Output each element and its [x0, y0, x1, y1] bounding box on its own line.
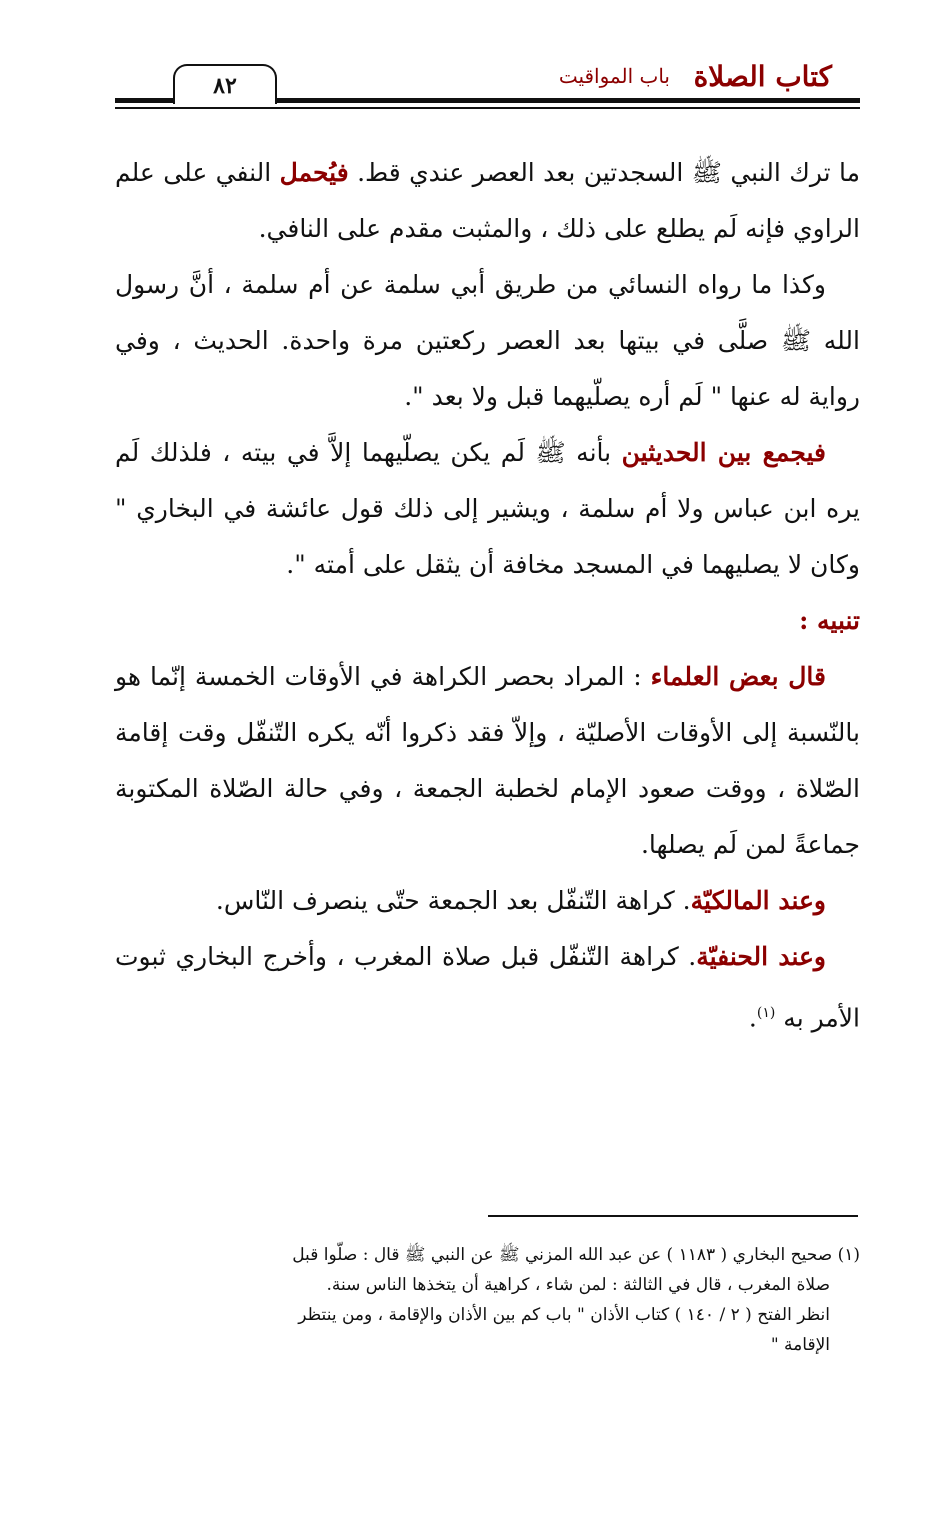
- chapter-title: باب المواقيت: [558, 64, 670, 88]
- footnote-line: (١) صحيح البخاري ( ١١٨٣ ) عن عبد الله المزني ﷺ عن النبي ﷺ قال : صلّوا قبل: [292, 1245, 860, 1265]
- paragraph-3: فيجمع بين الحديثين بأنه ﷺ لَم يكن يصلّيهما إلاَّ في بيته ، فلذلك لَم يره ابن عباس ولا أم سلمة ، ويشير إلى ذلك قول عائشة في البخاري " وكان لا يصليهما في المسجد مخافة أن يثقل على أمته ".: [115, 438, 860, 579]
- highlight-hanafiyya: وعند الحنفيّة: [696, 942, 827, 971]
- paragraph-4: قال بعض العلماء : المراد بحصر الكراهة في الأوقات الخمسة إنّما هو بالنّسبة إلى الأوقات الأصليّة ، وإلاّ فقد ذكروا أنّه يكره التّنفّل وقت إقامة الصّلاة ، ووقت صعود الإمام لخطبة الجمعة ، وفي حالة الصّلاة المكتوبة جماعةً لمن لَم يصلها.: [115, 662, 860, 859]
- footnote-line: انظر الفتح ( ٢ / ١٤٠ ) كتاب الأذان " باب كم بين الأذان والإقامة ، ومن ينتظر: [298, 1305, 830, 1325]
- highlight-yuhmal: فيُحمل: [279, 158, 349, 187]
- paragraph-5: وعند المالكيّة. كراهة التّنفّل بعد الجمعة حتّى ينصرف النّاس.: [215, 886, 826, 915]
- highlight-malikiyya: وعند المالكيّة: [690, 886, 826, 915]
- section-heading: تنبيه :: [799, 606, 860, 635]
- book-title: كتاب الصلاة: [693, 60, 832, 93]
- footnotes: [115, 1240, 860, 1360]
- paragraph-2: وكذا ما رواه النسائي من طريق أبي سلمة عن أم سلمة ، أنَّ رسول الله ﷺ صلَّى في بيتها بعد العصر ركعتين مرة واحدة. الحديث ، وفي رواية له عنها " لَم أره يصلّيهما قبل ولا بعد ".: [115, 270, 860, 411]
- page-header: [115, 52, 860, 112]
- paragraph-1: ما ترك النبي ﷺ السجدتين بعد العصر عندي قط. فيُحمل النفي على علم الراوي فإنه لَم يطلع على ذلك ، والمثبت مقدم على النافي.: [115, 158, 860, 243]
- footnote-ref[interactable]: (١): [756, 1005, 776, 1021]
- footnote-line: صلاة المغرب ، قال في الثالثة : لمن شاء ، كراهية أن يتخذها الناس سنة.: [326, 1275, 830, 1295]
- footnote-line: الإقامة ": [770, 1335, 830, 1355]
- header-rule-thin: [115, 107, 860, 109]
- footnote-separator: [488, 1215, 858, 1217]
- highlight-scholars: قال بعض العلماء: [650, 662, 826, 691]
- paragraph-6: وعند الحنفيّة. كراهة التّنفّل قبل صلاة المغرب ، وأخرج البخاري ثبوت الأمر به $^{(١)}$.: [115, 942, 860, 1033]
- highlight-jam: فيجمع بين الحديثين: [621, 438, 826, 467]
- main-text: [115, 145, 860, 1046]
- page-number: ٨٢: [173, 64, 277, 104]
